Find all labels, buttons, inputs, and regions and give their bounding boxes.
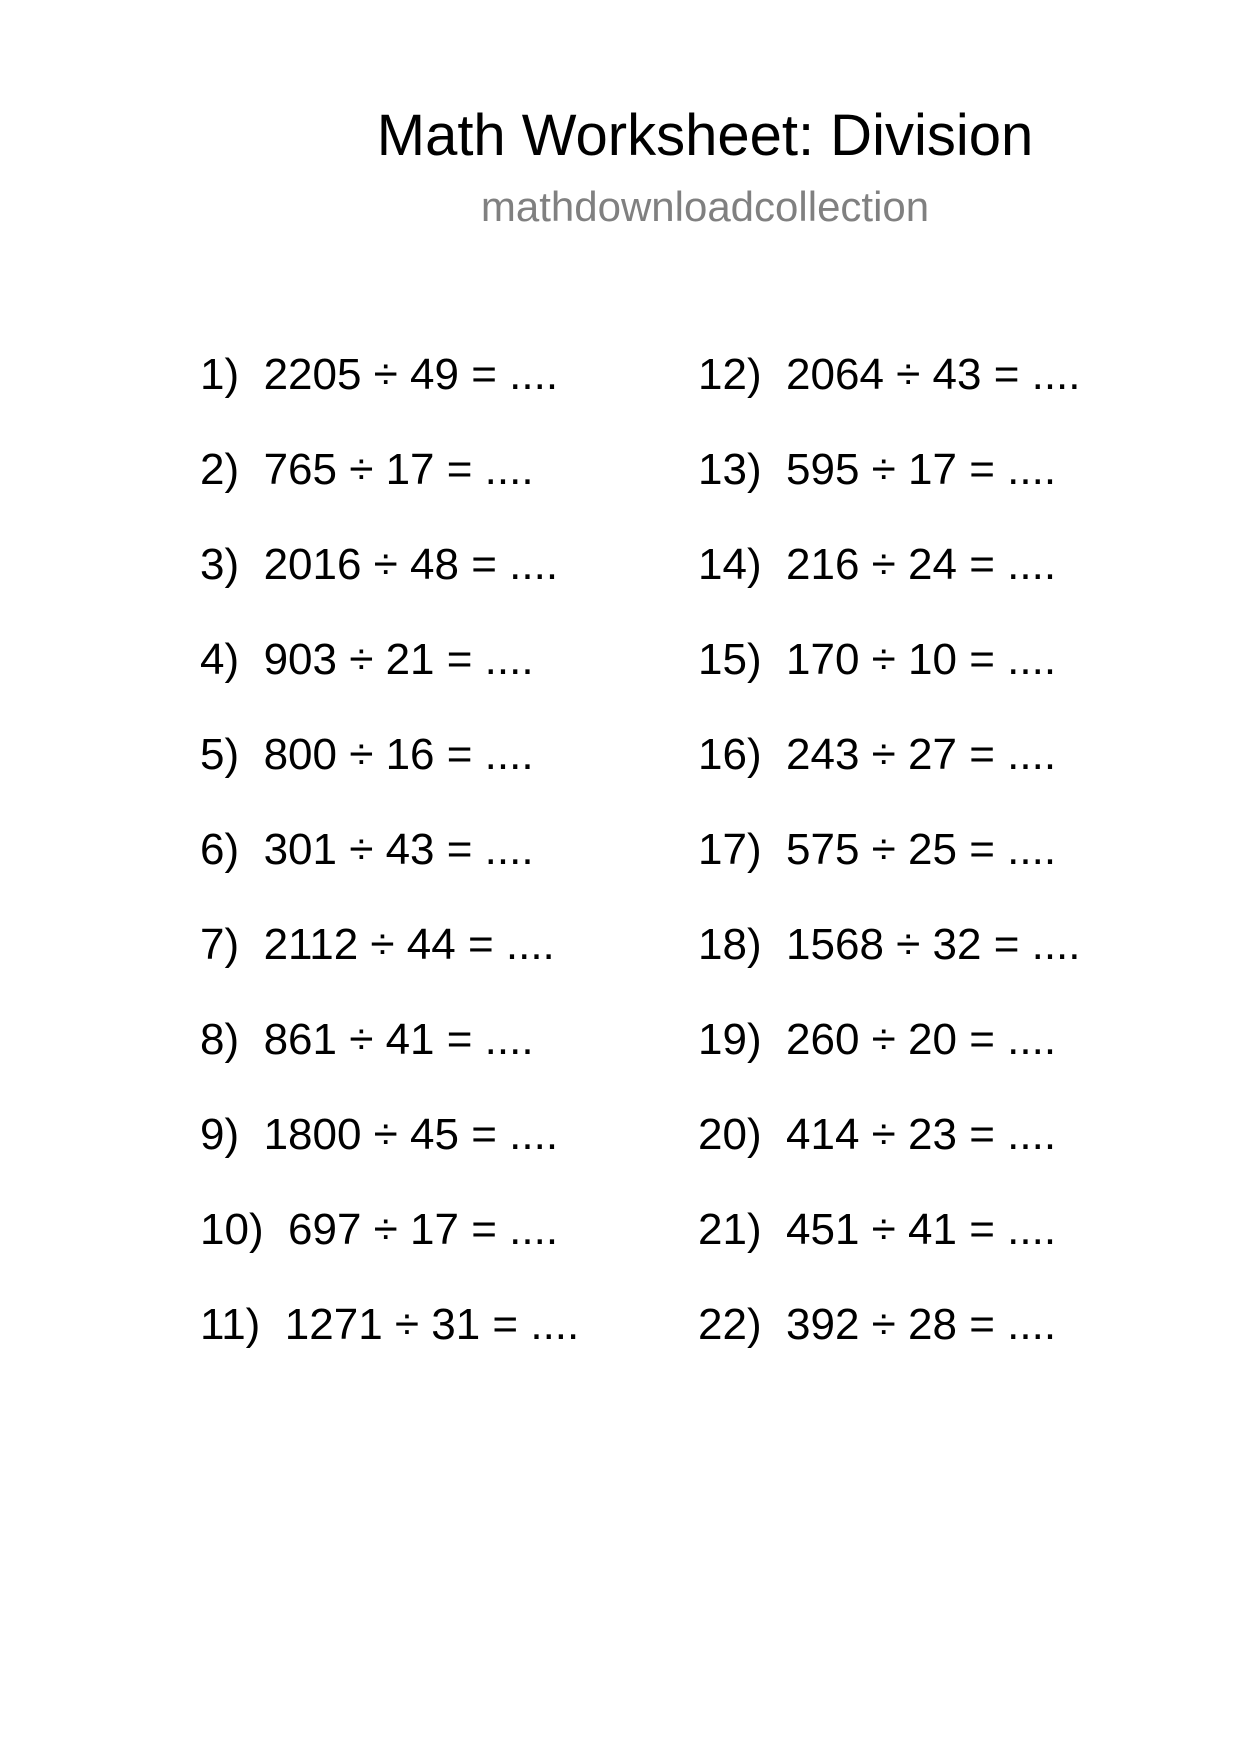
problem-13: 13) 595 ÷ 17 = .... [698,445,1057,494]
problem-19: 19) 260 ÷ 20 = .... [698,1015,1057,1064]
problem-column-right [698,350,1081,1395]
problem-18: 18) 1568 ÷ 32 = .... [698,920,1081,969]
problem-1: 1) 2205 ÷ 49 = .... [200,350,559,399]
problem-12: 12) 2064 ÷ 43 = .... [698,350,1081,399]
worksheet-title: Math Worksheet: Division [376,103,1034,168]
problem-11: 11) 1271 ÷ 31 = .... [200,1300,580,1349]
problem-2: 2) 765 ÷ 17 = .... [200,445,534,494]
problem-8: 8) 861 ÷ 41 = .... [200,1015,534,1064]
problem-3: 3) 2016 ÷ 48 = .... [200,540,559,589]
problem-10: 10) 697 ÷ 17 = .... [200,1205,559,1254]
problem-17: 17) 575 ÷ 25 = .... [698,825,1057,874]
problem-column-left [200,350,579,1395]
problem-15: 15) 170 ÷ 10 = .... [698,635,1057,684]
problem-21: 21) 451 ÷ 41 = .... [698,1205,1057,1254]
problem-7: 7) 2112 ÷ 44 = .... [200,920,555,969]
problem-22: 22) 392 ÷ 28 = .... [698,1300,1057,1349]
problem-4: 4) 903 ÷ 21 = .... [200,635,534,684]
problem-5: 5) 800 ÷ 16 = .... [200,730,534,779]
problem-20: 20) 414 ÷ 23 = .... [698,1110,1057,1159]
problem-14: 14) 216 ÷ 24 = .... [698,540,1057,589]
problem-6: 6) 301 ÷ 43 = .... [200,825,534,874]
worksheet-subtitle: mathdownloadcollection [480,183,930,230]
problem-9: 9) 1800 ÷ 45 = .... [200,1110,559,1159]
problem-16: 16) 243 ÷ 27 = .... [698,730,1057,779]
